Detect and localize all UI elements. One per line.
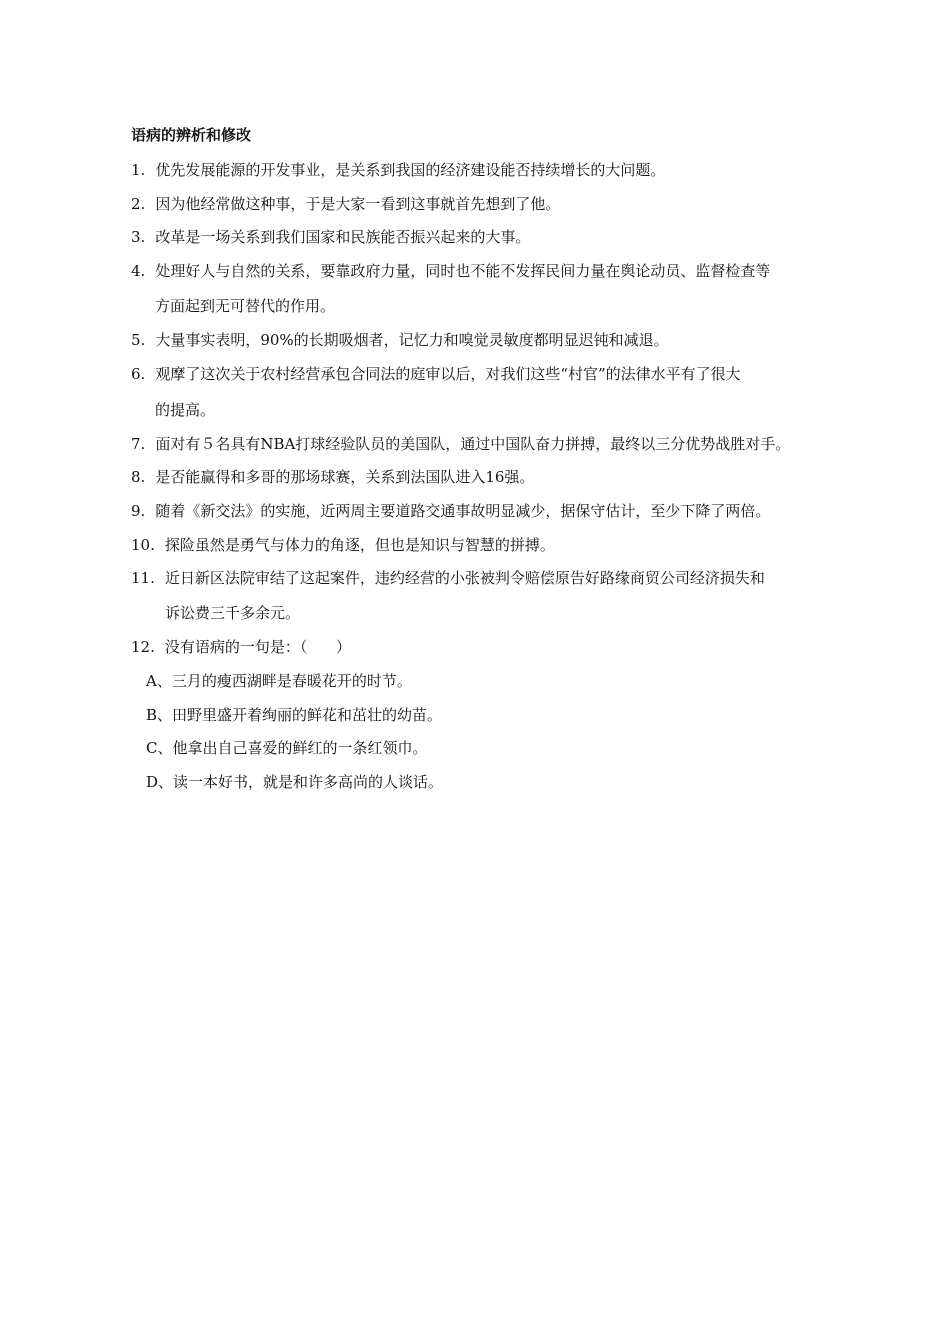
option-b: B、田野里盛开着绚丽的鲜花和茁壮的幼苗。 [146, 706, 443, 724]
question-number: 9. [131, 502, 146, 520]
question-number: 12. [131, 638, 155, 656]
question-number: 8. [131, 468, 146, 486]
option-c: C、他拿出自己喜爱的鲜红的一条红领巾。 [146, 739, 428, 757]
question-number: 6. [131, 365, 146, 383]
question-7 [131, 433, 790, 455]
question-text: 近日新区法院审结了这起案件，违约经营的小张被判令赔偿原告好路缘商贸公司经济损失和 [164, 569, 765, 587]
question-text: 优先发展能源的开发事业，是关系到我国的经济建设能否持续增长的大问题。 [155, 161, 666, 179]
question-text: 没有语病的一句是：（ ） [164, 638, 351, 656]
question-number: 11. [131, 569, 155, 587]
question-text: 处理好人与自然的关系，要靠政府力量，同时也不能不发挥民间力量在舆论动员、监督检查等 [155, 262, 771, 280]
question-number: 10. [131, 536, 155, 554]
option-d: D、读一本好书，就是和许多高尚的人谈话。 [146, 773, 444, 791]
question-text: 观摩了这次关于农村经营承包合同法的庭审以后，对我们这些“村官”的法律水平有了很大 [155, 365, 741, 383]
question-8 [131, 466, 534, 488]
question-number: 7. [131, 435, 146, 453]
question-1 [131, 159, 665, 181]
question-12 [131, 636, 351, 658]
question-text: 随着《新交法》的实施，近两周主要道路交通事故明显减少，据保守估计，至少下降了两倍。 [155, 502, 771, 520]
question-10 [131, 534, 555, 556]
question-text: 因为他经常做这种事，于是大家一看到这事就首先想到了他。 [155, 195, 561, 213]
question-4 [131, 260, 770, 282]
question-2 [131, 193, 560, 215]
question-5 [131, 329, 669, 351]
question-text: 是否能赢得和多哥的那场球赛，关系到法国队进入16强。 [155, 468, 535, 486]
option-a: A、三月的瘦西湖畔是春暖花开的时节。 [146, 672, 412, 690]
question-9 [131, 500, 770, 522]
question-number: 2. [131, 195, 146, 213]
question-3 [131, 226, 530, 248]
question-11-continuation: 诉讼费三千多余元。 [165, 604, 301, 622]
question-text: 探险虽然是勇气与体力的角逐，但也是知识与智慧的拼搏。 [164, 536, 555, 554]
question-number: 1. [131, 161, 146, 179]
question-number: 5. [131, 331, 146, 349]
question-text: 面对有５名具有NBA打球经验队员的美国队，通过中国队奋力拼搏，最终以三分优势战胜对手。 [155, 435, 791, 453]
question-6-continuation: 的提高。 [155, 401, 216, 419]
question-4-continuation: 方面起到无可替代的作用。 [155, 297, 336, 315]
question-number: 4. [131, 262, 146, 280]
question-6 [131, 363, 741, 385]
question-11 [131, 567, 765, 589]
question-text: 改革是一场关系到我们国家和民族能否振兴起来的大事。 [155, 228, 531, 246]
question-text: 大量事实表明，90%的长期吸烟者，记忆力和嗅觉灵敏度都明显迟钝和减退。 [155, 331, 669, 349]
question-number: 3. [131, 228, 146, 246]
document-title: 语病的辨析和修改 [131, 126, 252, 144]
